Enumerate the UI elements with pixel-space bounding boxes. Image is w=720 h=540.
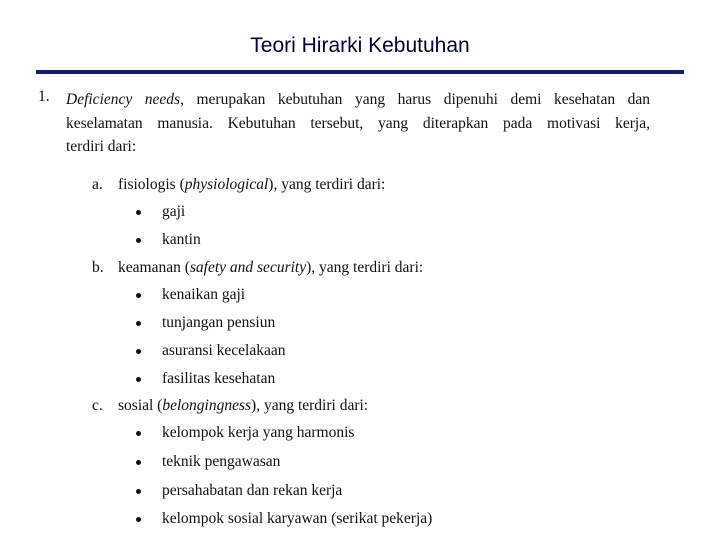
section-label: keamanan ( — [118, 259, 190, 276]
paragraph-line-1-text: , merupakan kebutuhan yang harus dipenuhi demi kesehatan dan — [180, 91, 650, 108]
section-letter-c: c. — [92, 397, 103, 414]
section-letter-b: b. — [92, 259, 104, 276]
section-label: sosial ( — [118, 397, 163, 414]
paragraph-line-1 — [66, 88, 650, 112]
section-tail: ), yang terdiri dari: — [251, 397, 369, 414]
slide-title: Teori Hirarki Kebutuhan — [250, 34, 470, 57]
section-term: physiological — [184, 176, 269, 193]
bullet-icon — [136, 293, 141, 298]
section-term: safety and security — [189, 259, 307, 276]
bullet-icon — [136, 321, 141, 326]
item-number: 1. — [38, 88, 50, 105]
item-paragraph — [66, 88, 650, 159]
list-item: asuransi kecelakaan — [162, 342, 286, 359]
bullet-icon — [136, 431, 141, 436]
section-tail: ), yang terdiri dari: — [268, 176, 386, 193]
section-heading-a — [118, 176, 385, 194]
bullet-icon — [136, 238, 141, 243]
section-letter-a: a. — [92, 176, 103, 193]
list-item: kenaikan gaji — [162, 286, 246, 303]
deficiency-term: Deficiency needs — [66, 91, 181, 108]
bullet-icon — [136, 517, 141, 522]
section-label: fisiologis ( — [118, 176, 185, 193]
paragraph-line-2: keselamatan manusia. Kebutuhan tersebut, yang diterapkan pada motivasi kerja, — [66, 114, 650, 132]
list-item: kelompok kerja yang harmonis — [162, 424, 355, 441]
bullet-icon — [136, 349, 141, 354]
list-item: tunjangan pensiun — [162, 314, 276, 331]
bullet-icon — [136, 210, 141, 215]
section-heading-b — [118, 259, 423, 277]
list-item: kantin — [162, 231, 201, 248]
list-item: kelompok sosial karyawan (serikat pekerja) — [162, 510, 433, 527]
list-item: persahabatan dan rekan kerja — [162, 482, 343, 499]
section-term: belongingness — [162, 397, 252, 414]
paragraph-line-3: terdiri dari: — [66, 138, 137, 155]
section-tail: ), yang terdiri dari: — [306, 259, 424, 276]
bullet-icon — [136, 460, 141, 465]
section-heading-c — [118, 397, 368, 415]
list-item: gaji — [162, 203, 186, 220]
bullet-icon — [136, 489, 141, 494]
list-item: fasilitas kesehatan — [162, 370, 276, 387]
list-item: teknik pengawasan — [162, 453, 281, 470]
bullet-icon — [136, 377, 141, 382]
